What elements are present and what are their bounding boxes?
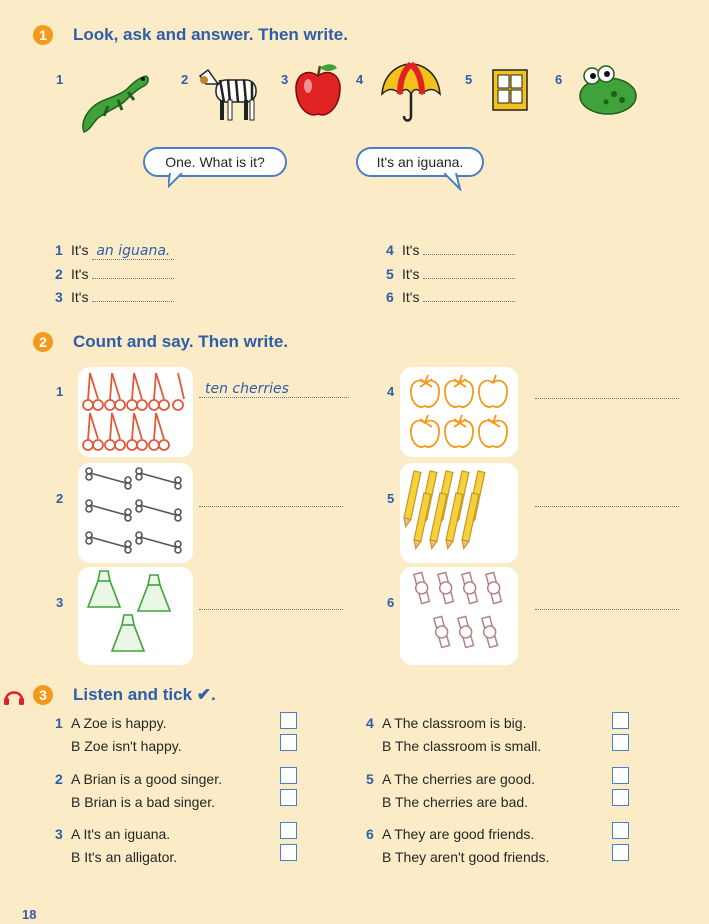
zebra-icon [196, 62, 270, 124]
answer-field[interactable] [535, 597, 679, 610]
option-b: B Brian is a bad singer. [71, 794, 215, 810]
checkbox[interactable] [612, 789, 629, 806]
apple-outline-icon [400, 367, 518, 457]
checkbox[interactable] [612, 734, 629, 751]
item-number: 2 [56, 491, 64, 506]
item-prefix: It's [71, 289, 89, 305]
bone-icon [78, 463, 193, 563]
apples-card [400, 367, 518, 457]
item-number: 3 [55, 289, 63, 305]
answer-field[interactable] [535, 386, 679, 399]
answer-field[interactable]: ten cherries [199, 381, 349, 398]
speech-bubble-answer [356, 147, 484, 177]
section-number: 2 [33, 332, 53, 352]
bubble-text: One. What is it? [165, 154, 265, 170]
checkbox[interactable] [612, 844, 629, 861]
section-title: Look, ask and answer. Then write. [73, 25, 348, 44]
umbrella-icon [378, 58, 444, 124]
item-number: 4 [366, 715, 374, 731]
page-number: 18 [22, 907, 37, 922]
checkbox[interactable] [280, 844, 297, 861]
item-number: 1 [55, 242, 63, 258]
item-prefix: It's [71, 242, 89, 258]
item-number: 2 [55, 771, 63, 787]
watch-icon [400, 567, 518, 665]
option-a: A The classroom is big. [382, 715, 527, 731]
picture-number: 3 [281, 72, 289, 87]
checkbox[interactable] [612, 712, 629, 729]
writing-item [386, 266, 515, 282]
item-number: 3 [56, 595, 64, 610]
tick-item [382, 794, 528, 810]
dresses-card [78, 567, 193, 665]
tick-item [55, 826, 170, 842]
section-title: Listen and tick ✔. [73, 685, 216, 704]
pencils-card [400, 463, 518, 563]
item-number: 4 [386, 242, 394, 258]
answer-field[interactable] [423, 289, 515, 302]
picture-number: 6 [555, 72, 563, 87]
writing-item [55, 242, 174, 260]
answer-field[interactable] [535, 494, 679, 507]
bubble-tail [444, 173, 462, 191]
picture-number: 2 [181, 72, 189, 87]
headphones-icon [3, 686, 25, 706]
bubble-text: It's an iguana. [376, 154, 464, 170]
checkbox[interactable] [612, 767, 629, 784]
writing-item [386, 289, 515, 305]
apple-icon [293, 62, 343, 120]
watches-card [400, 567, 518, 665]
writing-item [55, 289, 174, 305]
option-b: B It's an alligator. [71, 849, 178, 865]
option-b: B Zoe isn't happy. [71, 738, 182, 754]
item-prefix: It's [71, 266, 89, 282]
item-number: 6 [386, 289, 394, 305]
checkbox[interactable] [280, 822, 297, 839]
item-number: 6 [387, 595, 395, 610]
tick-item [71, 738, 182, 754]
tick-item [366, 715, 526, 731]
item-number: 2 [55, 266, 63, 282]
answer-field[interactable] [199, 597, 343, 610]
item-number: 4 [387, 384, 395, 399]
checkbox[interactable] [280, 734, 297, 751]
answer-field[interactable] [423, 242, 515, 255]
writing-item [386, 242, 515, 258]
cherries-icon [78, 367, 193, 457]
window-icon [491, 68, 529, 112]
section-number: 1 [33, 25, 53, 45]
answer-field[interactable] [199, 494, 343, 507]
tick-item [382, 738, 541, 754]
item-number: 1 [55, 715, 63, 731]
item-number: 1 [56, 384, 64, 399]
answer-field[interactable] [92, 289, 174, 302]
option-b: B The cherries are bad. [382, 794, 529, 810]
item-number: 5 [387, 491, 395, 506]
option-a: A Brian is a good singer. [71, 771, 222, 787]
checkbox[interactable] [280, 767, 297, 784]
bones-card [78, 463, 193, 563]
writing-item [55, 266, 174, 282]
picture-number: 5 [465, 72, 473, 87]
tick-item [366, 771, 535, 787]
frog-icon [576, 64, 638, 118]
option-a: A Zoe is happy. [71, 715, 167, 731]
option-a: A It's an iguana. [71, 826, 171, 842]
bubble-tail [168, 173, 186, 189]
answer-field[interactable] [92, 266, 174, 279]
checkbox[interactable] [612, 822, 629, 839]
option-b: B The classroom is small. [382, 738, 542, 754]
section-number: 3 [33, 685, 53, 705]
pencil-icon [400, 463, 518, 563]
option-a: A The cherries are good. [382, 771, 536, 787]
option-a: A They are good friends. [382, 826, 535, 842]
answer-field[interactable]: an iguana. [92, 243, 174, 260]
section-title: Count and say. Then write. [73, 332, 289, 351]
item-prefix: It's [402, 266, 420, 282]
answer-field[interactable] [423, 266, 515, 279]
item-number: 5 [366, 771, 374, 787]
iguana-icon [78, 62, 153, 136]
checkbox[interactable] [280, 712, 297, 729]
item-number: 3 [55, 826, 63, 842]
dress-icon [78, 567, 193, 665]
tick-item [55, 715, 166, 731]
picture-number: 4 [356, 72, 364, 87]
item-prefix: It's [402, 242, 420, 258]
item-prefix: It's [402, 289, 420, 305]
speech-bubble-question [143, 147, 287, 177]
cherries-card [78, 367, 193, 457]
tick-item [366, 826, 534, 842]
tick-item [71, 849, 177, 865]
checkbox[interactable] [280, 789, 297, 806]
picture-number: 1 [56, 72, 64, 87]
option-b: B They aren't good friends. [382, 849, 550, 865]
item-number: 6 [366, 826, 374, 842]
tick-item [71, 794, 215, 810]
item-number: 5 [386, 266, 394, 282]
tick-item [55, 771, 222, 787]
tick-item [382, 849, 549, 865]
